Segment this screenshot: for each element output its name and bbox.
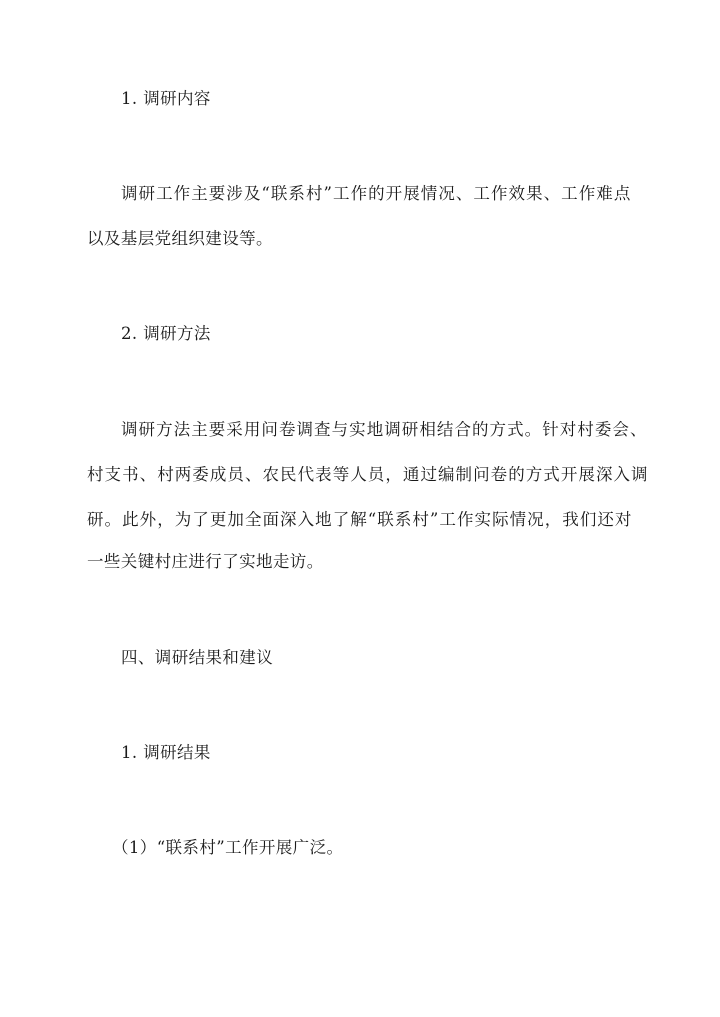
heading-research-content: 1. 调研内容 xyxy=(121,89,211,108)
paragraph-1-line-1: 调研工作主要涉及“联系村”工作的开展情况、工作效果、工作难点 xyxy=(121,184,632,203)
paragraph-2-line-3: 研。此外，为了更加全面深入地了解“联系村”工作实际情况，我们还对 xyxy=(87,510,633,529)
paragraph-2-line-1: 调研方法主要采用问卷调查与实地调研相结合的方式。针对村委会、 xyxy=(121,420,648,439)
heading-research-method: 2. 调研方法 xyxy=(121,324,211,343)
section-heading-results: 四、调研结果和建议 xyxy=(121,648,274,667)
list-item-1: （1）“联系村”工作开展广泛。 xyxy=(112,838,344,857)
heading-research-results: 1. 调研结果 xyxy=(121,743,211,762)
paragraph-2-line-4: 一些关键村庄进行了实地走访。 xyxy=(87,552,324,571)
paragraph-2-line-2: 村支书、村两委成员、农民代表等人员，通过编制问卷的方式开展深入调 xyxy=(87,465,649,484)
paragraph-1-line-2: 以及基层党组织建设等。 xyxy=(87,229,273,248)
